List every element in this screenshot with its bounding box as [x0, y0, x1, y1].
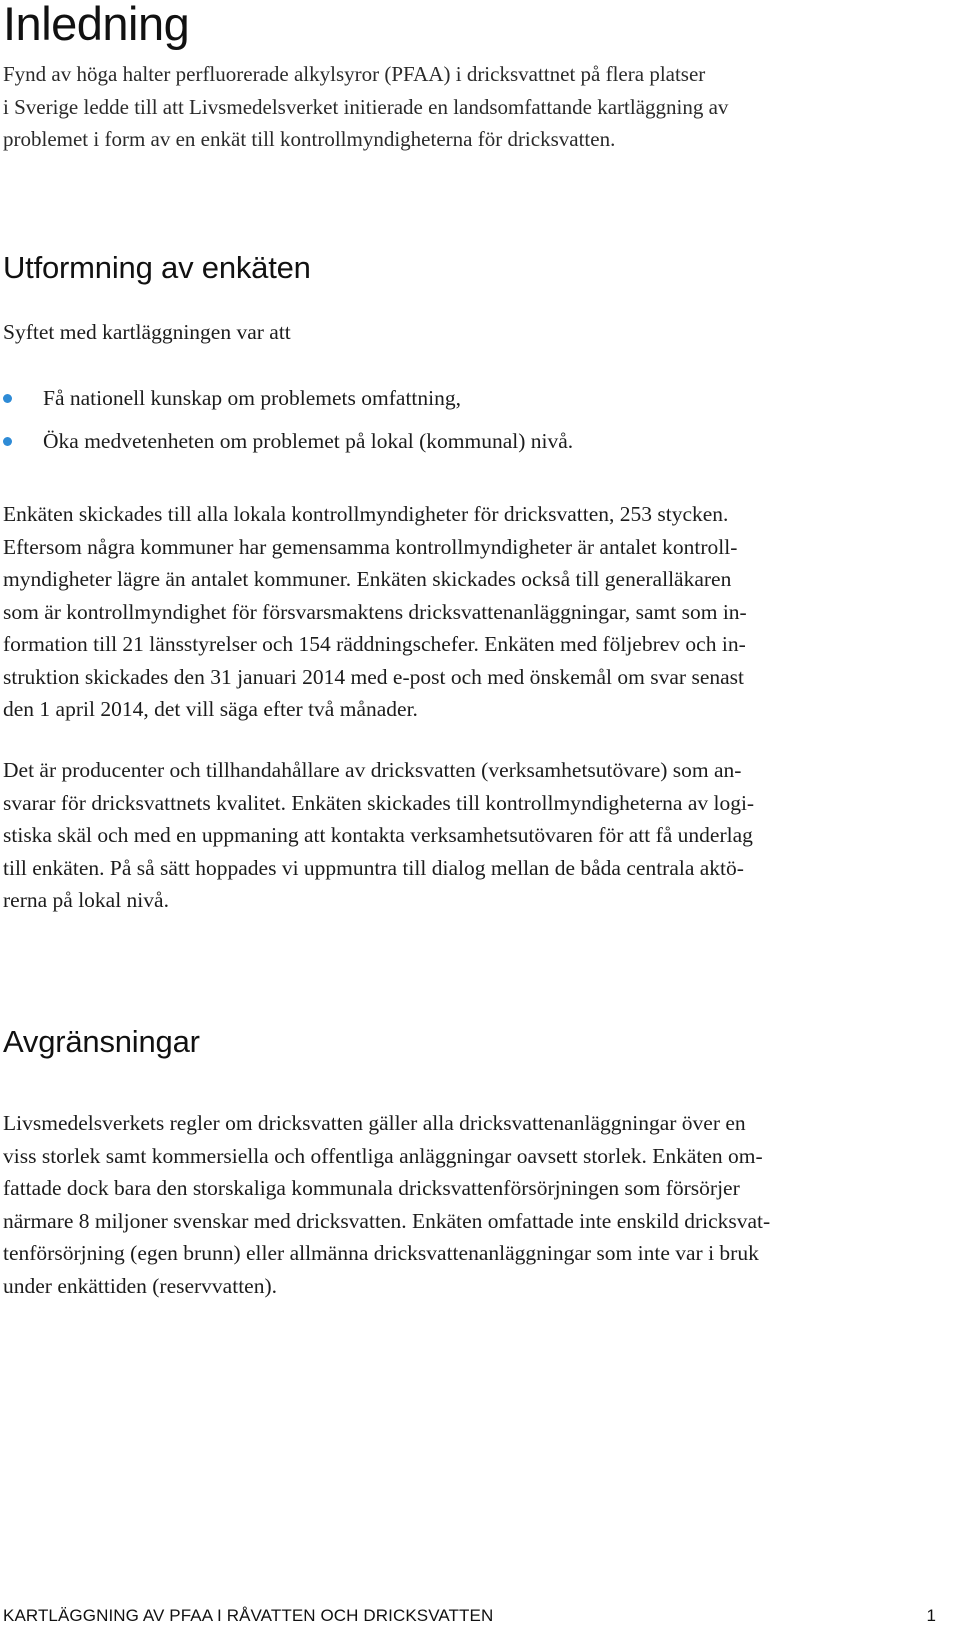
bullet-dot-icon: [3, 437, 12, 446]
paragraph-line: fattade dock bara den storskaliga kommunala dricksvattenförsörjningen som försörjer: [3, 1176, 740, 1200]
intro-line: Fynd av höga halter perfluorerade alkylsyror (PFAA) i dricksvattnet på flera platser: [3, 62, 706, 86]
paragraph-line: stiska skäl och med en uppmaning att kontakta verksamhetsutövaren för att få underlag: [3, 823, 753, 847]
paragraph-line: Eftersom några kommuner har gemensamma kontrollmyndigheter är antalet kontroll-: [3, 534, 738, 559]
paragraph-line: Enkäten skickades till alla lokala kontrollmyndigheter för dricksvatten, 253 stycken.: [3, 502, 729, 526]
paragraph-line: formation till 21 länsstyrelser och 154 räddningschefer. Enkäten med följebrev och in-: [3, 632, 746, 656]
paragraph-line: tenförsörjning (egen brunn) eller allmänna dricksvattenanläggningar som inte var i bruk: [3, 1241, 759, 1265]
bullet-text: Få nationell kunskap om problemets omfattning,: [43, 386, 461, 410]
bullet-dot-icon: [3, 394, 12, 403]
paragraph-line: struktion skickades den 31 januari 2014 med e-post och med önskemål om svar senast: [3, 664, 744, 689]
bullet-list-item: [0, 425, 930, 468]
paragraph-line: Livsmedelsverkets regler om dricksvatten gäller alla dricksvattenanläggningar över en: [3, 1111, 746, 1135]
bullet-list-item: [0, 382, 930, 425]
paragraph-line: som är kontrollmyndighet för försvarsmaktens dricksvattenanläggningar, samt som in-: [3, 599, 747, 624]
heading-avgransningar: Avgränsningar: [3, 1024, 200, 1059]
heading-inledning: Inledning: [3, 0, 190, 50]
purpose-bullet-list: [0, 382, 930, 468]
design-lead-text: Syftet med kartläggningen var att: [3, 320, 291, 344]
paragraph-line: viss storlek samt kommersiella och offentliga anläggningar oavsett storlek. Enkäten om-: [3, 1143, 763, 1168]
paragraph-line: den 1 april 2014, det vill säga efter två månader.: [3, 697, 418, 721]
bullet-text: Öka medvetenheten om problemet på lokal (kommunal) nivå.: [43, 429, 574, 453]
paragraph-line: till enkäten. På så sätt hoppades vi uppmuntra till dialog mellan de båda centrala aktö-: [3, 855, 744, 880]
heading-utformning: Utformning av enkäten: [3, 250, 311, 285]
intro-line: i Sverige ledde till att Livsmedelsverket initierade en landsomfattande kartläggning av: [3, 94, 729, 119]
paragraph-line: under enkättiden (reservvatten).: [3, 1273, 277, 1298]
limits-paragraph: [3, 1107, 933, 1302]
paragraph-line: svarar för dricksvattnets kvalitet. Enkäten skickades till kontrollmyndigheterna av logi-: [3, 790, 755, 815]
paragraph-line: Det är producenter och tillhandahållare av dricksvatten (verksamhetsutövare) som an-: [3, 758, 742, 782]
paragraph-line: närmare 8 miljoner svenskar med dricksvatten. Enkäten omfattade inte enskild dricksvat-: [3, 1208, 771, 1233]
page-footer: [3, 1604, 954, 1628]
intro-paragraph: [3, 58, 933, 156]
design-paragraph-responsibility: [3, 754, 933, 917]
intro-line: problemet i form av en enkät till kontrollmyndigheterna för dricksvatten.: [3, 127, 616, 151]
paragraph-line: rerna på lokal nivå.: [3, 888, 169, 912]
paragraph-line: myndigheter lägre än antalet kommuner. Enkäten skickades också till generalläkaren: [3, 567, 732, 591]
footer-page-number: 1: [926, 1606, 936, 1625]
design-paragraph-recipients: [3, 498, 933, 726]
footer-document-title: KARTLÄGGNING AV PFAA I RÅVATTEN OCH DRICKSVATTEN: [3, 1606, 494, 1625]
